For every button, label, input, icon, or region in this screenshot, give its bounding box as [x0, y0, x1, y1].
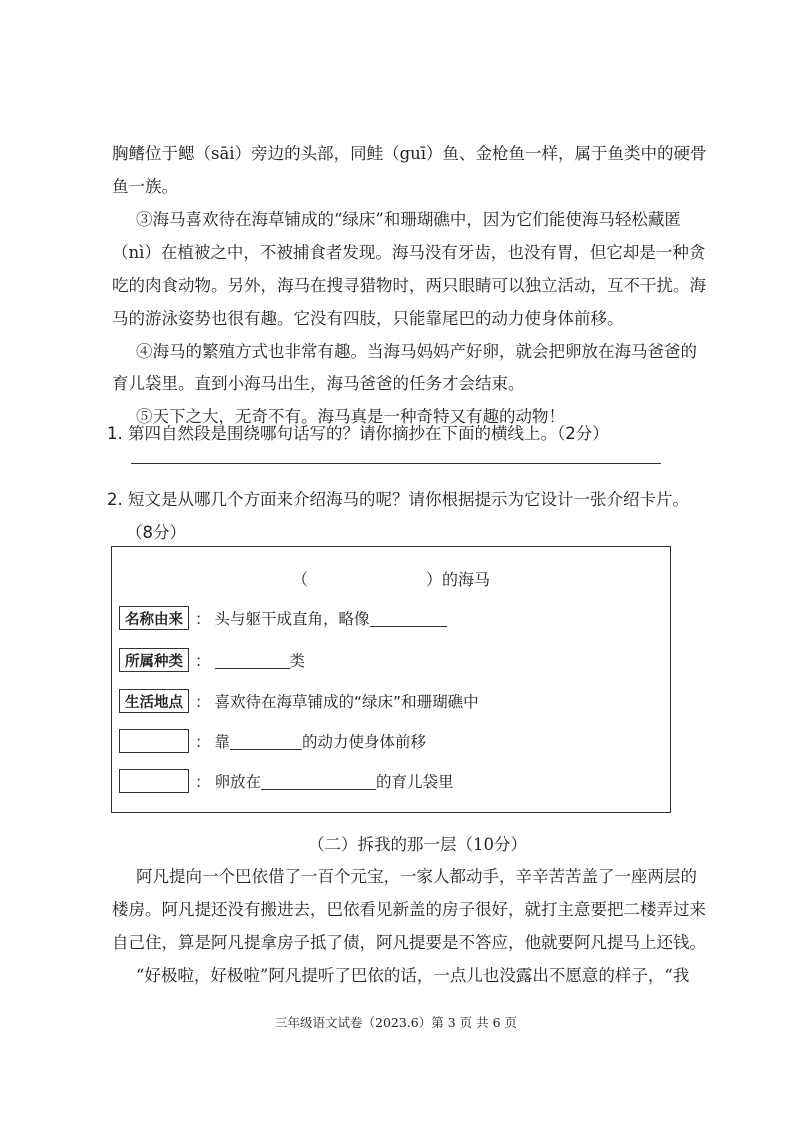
section-title: （二）拆我的那一层（10分）	[308, 835, 527, 854]
question-1: 1. 第四自然段是围绕哪句话写的？请你摘抄在下面的横线上。（2分）	[107, 424, 609, 443]
card-label-blank[interactable]	[119, 769, 189, 793]
card-row-habitat: 生活地点 ： 喜欢待在海草铺成的“绿床”和珊瑚礁中	[119, 688, 479, 714]
fill-blank[interactable]	[370, 610, 447, 627]
question-2-score: （8分）	[126, 523, 186, 542]
paragraph-5-line: ⑤天下之大，无奇不有。海马真是一种奇特又有趣的动物！	[136, 407, 565, 426]
passage-line: （nì）在植被之中，不被捕食者发现。海马没有牙齿，也没有胃，但它却是一种贪	[112, 243, 706, 262]
story-line: “好极啦，好极啦”阿凡提听了巴依的话，一点儿也没露出不愿意的样子，“我	[136, 966, 690, 985]
answer-line-q1[interactable]	[131, 463, 661, 464]
question-2: 2. 短文是从哪几个方面来介绍海马的呢？请你根据提示为它设计一张介绍卡片。	[107, 490, 689, 509]
card-row-category: 所属种类 ： 类	[119, 647, 305, 673]
passage-line: 鱼一族。	[112, 177, 178, 196]
card-title: （ ）的海马	[292, 570, 491, 589]
story-line: 自己住，算是阿凡提拿房子抵了债，阿凡提要是不答应，他就要阿凡提马上还钱。	[112, 933, 706, 952]
passage-line: 马的游泳姿势也很有趣。它没有四肢，只能靠尾巴的动力使身体前移。	[112, 309, 624, 328]
card-label-blank[interactable]	[119, 729, 189, 753]
passage-line: 吃的肉食动物。另外，海马在搜寻猎物时，两只眼睛可以独立活动，互不干扰。海	[112, 276, 706, 295]
card-row-reproduction: ： 卵放在 的育儿袋里	[119, 768, 454, 794]
fill-blank[interactable]	[261, 773, 376, 790]
card-label: 生活地点	[119, 689, 189, 713]
paragraph-3-line: ③海马喜欢待在海草铺成的“绿床”和珊瑚礁中，因为它们能使海马轻松藏匿	[136, 210, 681, 229]
story-line: 楼房。阿凡提还没有搬进去，巴依看见新盖的房子很好，就打主意要把二楼弄过来	[112, 900, 706, 919]
card-row-movement: ： 靠 的动力使身体前移	[119, 728, 426, 754]
fill-blank[interactable]	[215, 652, 290, 669]
passage-line: 育儿袋里。直到小海马出生，海马爸爸的任务才会结束。	[112, 374, 525, 393]
paragraph-4-line: ④海马的繁殖方式也非常有趣。当海马妈妈产好卵，就会把卵放在海马爸爸的	[136, 342, 697, 361]
card-row-name-origin: 名称由来 ： 头与躯干成直角，略像	[119, 605, 447, 631]
story-line: 阿凡提向一个巴依借了一百个元宝，一家人都动手，辛辛苦苦盖了一座两层的	[136, 867, 697, 886]
page-footer: 三年级语文试卷（2023.6）第 3 页 共 6 页	[275, 1015, 518, 1030]
fill-blank[interactable]	[230, 733, 302, 750]
passage-line: 胸鳍位于鳃（sāi）旁边的头部，同鲑（guī）鱼、金枪鱼一样，属于鱼类中的硬骨	[112, 144, 707, 163]
intro-card	[111, 546, 671, 813]
card-label: 名称由来	[119, 606, 189, 630]
card-label: 所属种类	[119, 648, 189, 672]
